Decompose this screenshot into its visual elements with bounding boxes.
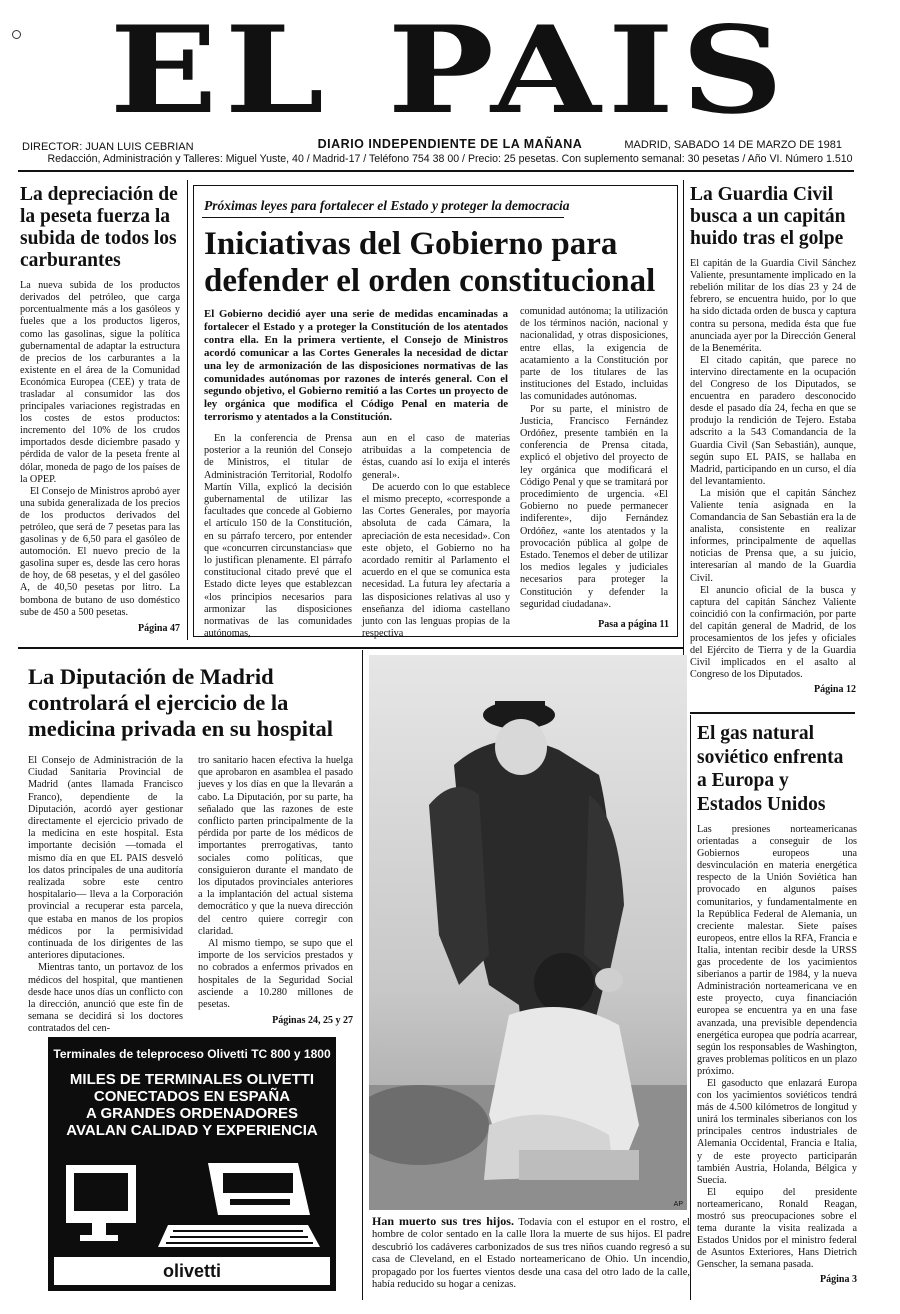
- ad-line: A GRANDES ORDENADORES: [86, 1105, 298, 1122]
- masthead-dateline: MADRID, SABADO 14 DE MARZO DE 1981: [624, 139, 842, 151]
- article-gas: [697, 722, 857, 1285]
- peseta-headline: La depreciación de la peseta fuerza la subida de todos los carburantes: [20, 184, 178, 272]
- diputacion-paragraph: El Consejo de Administración de la Ciudad Sanitaria Provincial de Madrid (antes llamada Francisco Franco), dependiente de la Diputación, acordó ayer gestionar directamente el ejercicio privado de la medicina en este hospital. Esta importante decisión —tomada el mismo día en que EL PAIS desveló los datos principales de una auditoría realizada sobre este centro hospitalario— lleva a la Corporación provincial a recuperar esta parcela, que estaba en manos de los propios médicos por la permisividad continuada de los dirigentes de las anteriores diputaciones.: [28, 755, 183, 962]
- photo-caption: [372, 1215, 690, 1291]
- caption-text: Todavía con el estupor en el rostro, el hombre de color sentado en la calle llora la muerte de sus hijos. El padre descubrió los cadáveres carbonizados de sus tres niños cuando regresó a su casa de Cleveland, en el Estado norteamericano de Ohio. Un incendio, propagado por los fuertes vientos desde una casa del otro lado de la calle, había reducido su hogar a cenizas.: [372, 1217, 690, 1291]
- gas-paragraph: Las presiones norteamericanas orientadas a conseguir de los Gobiernos europeos una desvinculación en materia energética respecto de la Unión Soviética han provocado en algunos países comunitarios, y fundamentalmente en la República Federal de Alemania, un creciente malestar. Siete países europeos, entre ellos la RFA, Francia e Italia, intentan recibir desde la URSS gas procedente de los yacimientos siberianos a partir de 1984, y la nueva Administración norteamericana ve en este proyecto, cuya financiación europea se encuentra ya en una fase avanzada, una previsible dependencia energética europea que podría acarrear, según los responsables de Washington, graves problemas políticos en un plazo próximo.: [697, 824, 857, 1077]
- diputacion-paragraph: Al mismo tiempo, se supo que el importe de los servicios prestados y no cobrados a enfermos privados en hospitales de la Seguridad Social asciende a 10.280 millones de pesetas.: [198, 938, 353, 1011]
- diputacion-paragraph: Mientras tanto, un portavoz de los médicos del hospital, que mantienen desde hace unos días un conflicto con la dirección, anunció que este fin de semana se decidirá si los doctores contratados del cen-: [28, 962, 183, 1035]
- guardia-paragraph: El capitán de la Guardia Civil Sánchez Valiente, presuntamente implicado en la rebelión militar de los días 23 y 24 de febrero, se encuentra huido, por lo que ha sido dictada orden de busca y captura contra su persona, medida ésta que fue anunciada ayer por la Dirección General de la Benemérita.: [690, 258, 856, 354]
- gobierno-kicker: Próximas leyes para fortalecer el Estado y proteger la democracia: [204, 198, 570, 213]
- section-rule: [690, 712, 855, 714]
- gobierno-paragraph: De acuerdo con lo que establece el mismo precepto, «corresponde a las Cortes Generales, por mayoría absoluta de cada Cámara, la apreciación de esta necesidad». Con este objeto, el Gobierno no ha acordado remitir al Parlamento el acuerdo en el que se comunica esta necesidad. La futura ley afectaría a las disposiciones relativas al uso y enseñanza del idioma castellano junto con las lenguas propias de la respectiva: [362, 481, 510, 640]
- diputacion-pageref: Páginas 24, 25 y 27: [272, 1015, 353, 1027]
- gobierno-col-3: [520, 306, 668, 611]
- gobierno-lead: El Gobierno decidió ayer una serie de medidas encaminadas a fortalecer el Estado y a proteger la Constitución de los atentados contra ella. En la primera vertiente, el Consejo de Ministros acordó comunicar a las Cortes Generales la necesidad de dictar una ley de armonización de las disposiciones normativas de las comunidades autónomas por razones de interés general. Con el segundo objetivo, el Gobierno remitió a las Cortes un proyecto de ley orgánica que modifica el Código Penal en materia de terrorismo y atentados a la Constitución.: [204, 308, 508, 424]
- olivetti-ad: [48, 1037, 336, 1291]
- guardia-pageref: Página 12: [814, 684, 856, 696]
- gas-paragraph: El equipo del presidente norteamericano, Ronald Reagan, mostró sus preocupaciones sobre el tema durante la visita realizada a Estados Unidos por el ministro federal de Asuntos Exteriores, Hans Dietrich Genscher, la semana pasada.: [697, 1186, 857, 1271]
- guardia-body: [690, 258, 856, 681]
- caption-head: Han muerto sus tres hijos.: [372, 1214, 514, 1228]
- column-divider: [683, 180, 684, 710]
- ad-line: MILES DE TERMINALES OLIVETTI: [69, 1071, 315, 1088]
- gobierno-pageref: Pasa a página 11: [598, 619, 669, 630]
- column-divider: [362, 650, 363, 1300]
- olivetti-logo: olivetti: [54, 1257, 330, 1285]
- masthead-rule: [18, 170, 854, 172]
- guardia-headline: La Guardia Civil busca a un capitán huido tras el golpe: [690, 184, 846, 250]
- ad-line: CONECTADOS EN ESPAÑA: [93, 1088, 291, 1105]
- section-rule: [18, 647, 683, 649]
- guardia-paragraph: La misión que el capitán Sánchez Valiente tenía asignada en la Comandancia de San Sebastián era la de analista, consistente en realizar informes, principalmente de aquellas noticias de Prensa que, a su juicio, interesarían al mando de la Guardia Civil.: [690, 487, 856, 584]
- terminal-illustration: [58, 1155, 326, 1255]
- diputacion-paragraph: tro sanitario hacen efectiva la huelga que aprobaron en asamblea el pasado jueves y los días en que la llevarán a cabo. La Diputación, por su parte, ha señalado que las razones de este conflicto parten principalmente de la pérdida por parte de los médicos de importantes prerrogativas, tanto sociales como políticas, que consiguieron durante el mandato de los diputados provinciales anteriores a la implantación del actual sistema democrático y que la nueva dirección del centro quiere corregir con claridad.: [198, 755, 353, 937]
- guardia-paragraph: El anuncio oficial de la busca y captura del capitán Sánchez Valiente coincidió con la confirmación, por parte del capitán general de Madrid, de los procesamientos de los jefes y oficiales del Ejército de Tierra y de la Guardia Civil implicados en el asalto al Congreso de los Diputados.: [690, 584, 856, 681]
- photo-credit: AP: [673, 1201, 683, 1208]
- gobierno-col-2: [362, 433, 510, 640]
- article-diputacion: [28, 664, 353, 742]
- peseta-pageref: Página 47: [138, 622, 180, 634]
- masthead-info: Redacción, Administración y Talleres: Miguel Yuste, 40 / Madrid-17 / Teléfono 754 38 00 / Precio: 25 pesetas. Con suplemento semanal: 30 pesetas / Año VI. Número 1.510: [47, 153, 853, 165]
- gas-body: [697, 824, 857, 1271]
- gas-paragraph: El gasoducto que enlazará Europa con los yacimientos soviéticos tendrá más de 4.500 kilómetros de longitud y unirá los terminales siberianos con los principales centros industriales de Alemania Occidental, Francia e Italia, y de este proyecto participarán también Austria, Holanda, Bélgica y Suecia.: [697, 1077, 857, 1186]
- column-divider: [187, 180, 188, 640]
- gobierno-paragraph: aun en el caso de materias atribuidas a la competencia de éstas, cuando así lo exija el interés general».: [362, 433, 510, 481]
- kicker-underline: [202, 217, 564, 218]
- ad-subtitle: Terminales de teleproceso Olivetti TC 800 y 1800: [53, 1047, 331, 1061]
- gobierno-col-1: [204, 433, 352, 640]
- guardia-paragraph: El citado capitán, que parece no intervino directamente en la ocupación del Congreso de los Diputados, se encuentra en paradero desconocido desde el pasado día 24, fecha en que se produjo la rendición de Tejero. Estaba adscrito a la 543 Comandancia de la Guardia Civil (San Sebastián), aunque, según supo EL PAIS, se hallaba en Madrid, participando en un curso, el día del levantamiento.: [690, 354, 856, 487]
- article-peseta: [20, 184, 180, 634]
- peseta-body: [20, 280, 180, 619]
- peseta-paragraph: El Consejo de Ministros aprobó ayer una subida generalizada de los precios de los productos derivados del petróleo, que será de 7 pesetas para las gasolinas y de 6,50 para el gasóleo de automoción. El nuevo precio de la gasolina super es, desde las cero horas de hoy, de 68 pesetas, y el del gasóleo A, de 40,50 pesetas por litro. La bombona de butano de uso doméstico sube de 450 a 500 pesetas.: [20, 485, 180, 618]
- masthead-title: EL PAIS: [109, 0, 791, 141]
- diputacion-col-2: [198, 755, 353, 1027]
- gobierno-paragraph: comunidad autónoma; la utilización de los términos nación, nacional y nacionalidad, y otras disposiciones, entre ellas, la exigencia de acatamiento a la Constitución por parte de los titulares de las instituciones del Estado, incluidas las comunidades autónomas.: [520, 306, 668, 403]
- masthead-director: DIRECTOR: JUAN LUIS CEBRIAN: [22, 141, 194, 153]
- gobierno-paragraph: En la conferencia de Prensa posterior a la reunión del Consejo de Ministros, el titular de Administración Territorial, Rodolfo Martín Villa, explicó la decisión gubernamental de utilizar las facultades que concede al Gobierno el artículo 150 de la Constitución, en su párrafo tercero, por entender que «concurren circunstancias» que lo justifican plenamente. El párrafo constitucional citado prevé que el Estado dicte leyes que establezcan «los principios necesarios para armonizar las disposiciones normativas de las comunidades autónomas,: [204, 433, 352, 640]
- gas-pageref: Página 3: [820, 1274, 857, 1286]
- diputacion-headline: La Diputación de Madrid controlará el ejercicio de la medicina privada en su hospital: [28, 664, 334, 741]
- gobierno-headline: Iniciativas del Gobierno para defender el orden constitucional: [204, 226, 656, 299]
- article-guardia: [690, 184, 856, 695]
- photo-image: [369, 655, 687, 1210]
- news-photo: [369, 655, 687, 1210]
- diputacion-col-1: [28, 755, 183, 1036]
- gas-headline: El gas natural soviético enfrenta a Europa y Estados Unidos: [697, 723, 844, 815]
- ad-line: AVALAN CALIDAD Y EXPERIENCIA: [66, 1122, 318, 1139]
- article-gobierno: [193, 185, 678, 640]
- peseta-paragraph: La nueva subida de los productos derivados del petróleo, que carga porcentualmente más a los gasóleos y fueles que a los productos ligeros, como las gasolinas, sigue la política gubernamental de adaptar la estructura de precios de los carburantes a la existente en el área de la Comunidad Económica Europea (CEE) y trata de trasladar al consumidor las dos principales variaciones registradas en los costes de estos productos: incremento del 10% de los crudos importados desde diciembre pasado y pérdida de valor de la peseta frente al dólar, moneda de pago de los países de la OPEP.: [20, 280, 180, 485]
- column-divider: [690, 715, 691, 1300]
- masthead-tagline: DIARIO INDEPENDIENTE DE LA MAÑANA: [317, 137, 583, 151]
- gobierno-paragraph: Por su parte, el ministro de Justicia, Francisco Fernández Ordóñez, presente también en la conferencia de Prensa citada, explicó el objetivo del proyecto de ley orgánica que modificará el Código Penal y que se tramitará por procedimiento de urgencia. «El Gobierno no puede permanecer indiferente», dijo Fernández Ordóñez, «ante los atentados y la provocación pública al golpe de Estado. Tenemos el deber de utilizar los medios legales y judiciales necesarios para proteger la Constitución y defender la seguridad ciudadana».: [520, 403, 668, 610]
